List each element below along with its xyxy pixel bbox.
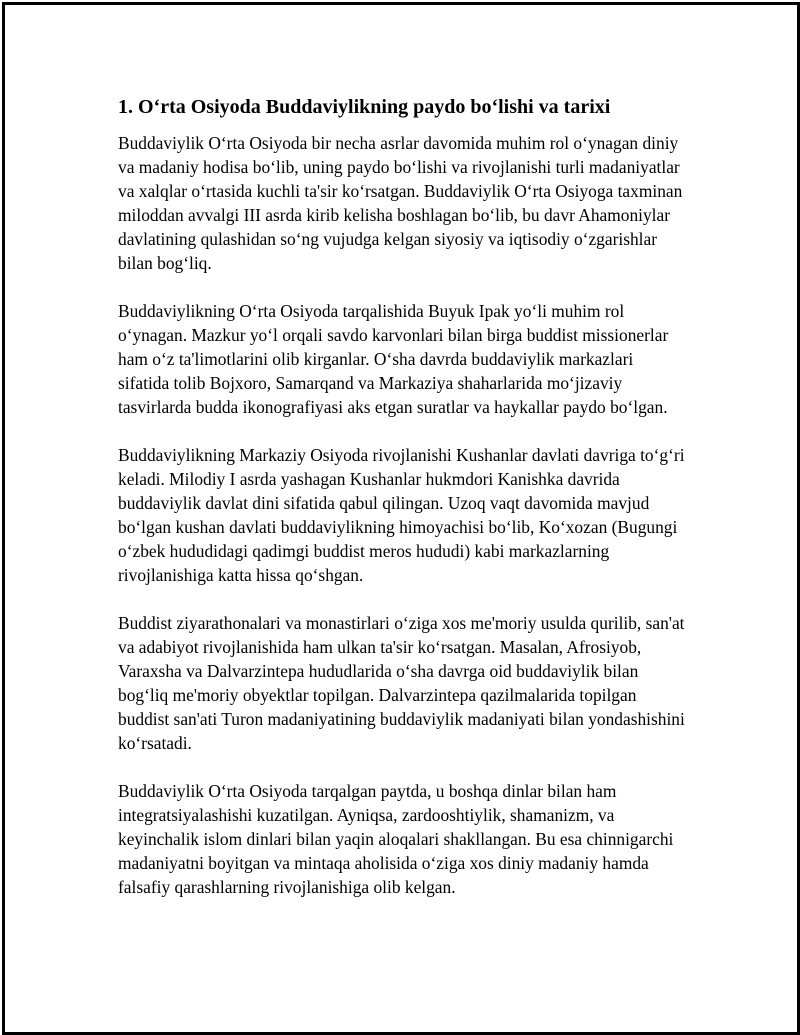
document-title: 1. O‘rta Osiyoda Buddaviylikning paydo bo‘lishi va tarixi bbox=[118, 96, 611, 118]
paragraph-5: Buddaviylik O‘rta Osiyoda tarqalgan paytda, u boshqa dinlar bilan ham integratsiyalashishi kuzatilgan. Ayniqsa, zardooshtiylik, shamanizm, va keyinchalik islom dinlari bilan yaqin aloqalari shakllangan. Bu esa chinnigarchi madaniyatni boyitgan va mintaqa aholisida o‘ziga xos diniy madaniy hamda falsafiy qarashlarning rivojlanishiga olib kelgan. bbox=[118, 781, 674, 897]
paragraph-3: Buddaviylikning Markaziy Osiyoda rivojlanishi Kushanlar davlati davriga to‘g‘ri keladi. Milodiy I asrda yashagan Kushanlar hukmdori Kanishka davrida buddaviylik davlat dini sifatida qabul qilingan. Uzoq vaqt davomida mavjud bo‘lgan kushan davlati buddaviylikning himoyachisi bo‘lib, Ko‘xozan (Bugungi o‘zbek hududidagi qadimgi buddist meros hududi) kabi markazlarning rivojlanishiga katta hissa qo‘shgan. bbox=[118, 445, 685, 585]
paragraph-4: Buddist ziyarathonalari va monastirlari o‘ziga xos me'moriy usulda qurilib, san'at va adabiyot rivojlanishida ham ulkan ta'sir ko‘rsatgan. Masalan, Afrosiyob, Varaxsha va Dalvarzintepa hududlarida o‘sha davrga oid buddaviylik bilan bog‘liq me'moriy obyektlar topilgan. Dalvarzintepa qazilmalarida topilgan buddist san'ati Turon madaniyatining buddaviylik madaniyati bilan yondashishini ko‘rsatadi. bbox=[118, 613, 685, 753]
paragraph-2: Buddaviylikning O‘rta Osiyoda tarqalishida Buyuk Ipak yo‘li muhim rol o‘ynagan. Mazkur yo‘l orqali savdo karvonlari bilan birga buddist missionerlar ham o‘z ta'limotlarini olib kirganlar. O‘sha davrda buddaviylik markazlari sifatida tolib Bojxoro, Samarqand va Markaziya shaharlarida mo‘jizaviy tasvirlarda budda ikonografiyasi aks etgan suratlar va haykallar paydo bo‘lgan. bbox=[118, 301, 669, 417]
document-body bbox=[118, 93, 688, 923]
paragraph-1: Buddaviylik O‘rta Osiyoda bir necha asrlar davomida muhim rol o‘ynagan diniy va madaniy hodisa bo‘lib, uning paydo bo‘lishi va rivojlanishi turli madaniyatlar va xalqlar o‘rtasida kuchli ta'sir ko‘rsatgan. Buddaviylik O‘rta Osiyoga taxminan miloddan avvalgi III asrda kirib kelisha boshlagan bo‘lib, bu davr Ahamoniylar davlatining qulashidan so‘ng vujudga kelgan siyosiy va iqtisodiy o‘zgarishlar bilan bog‘liq. bbox=[118, 133, 683, 273]
